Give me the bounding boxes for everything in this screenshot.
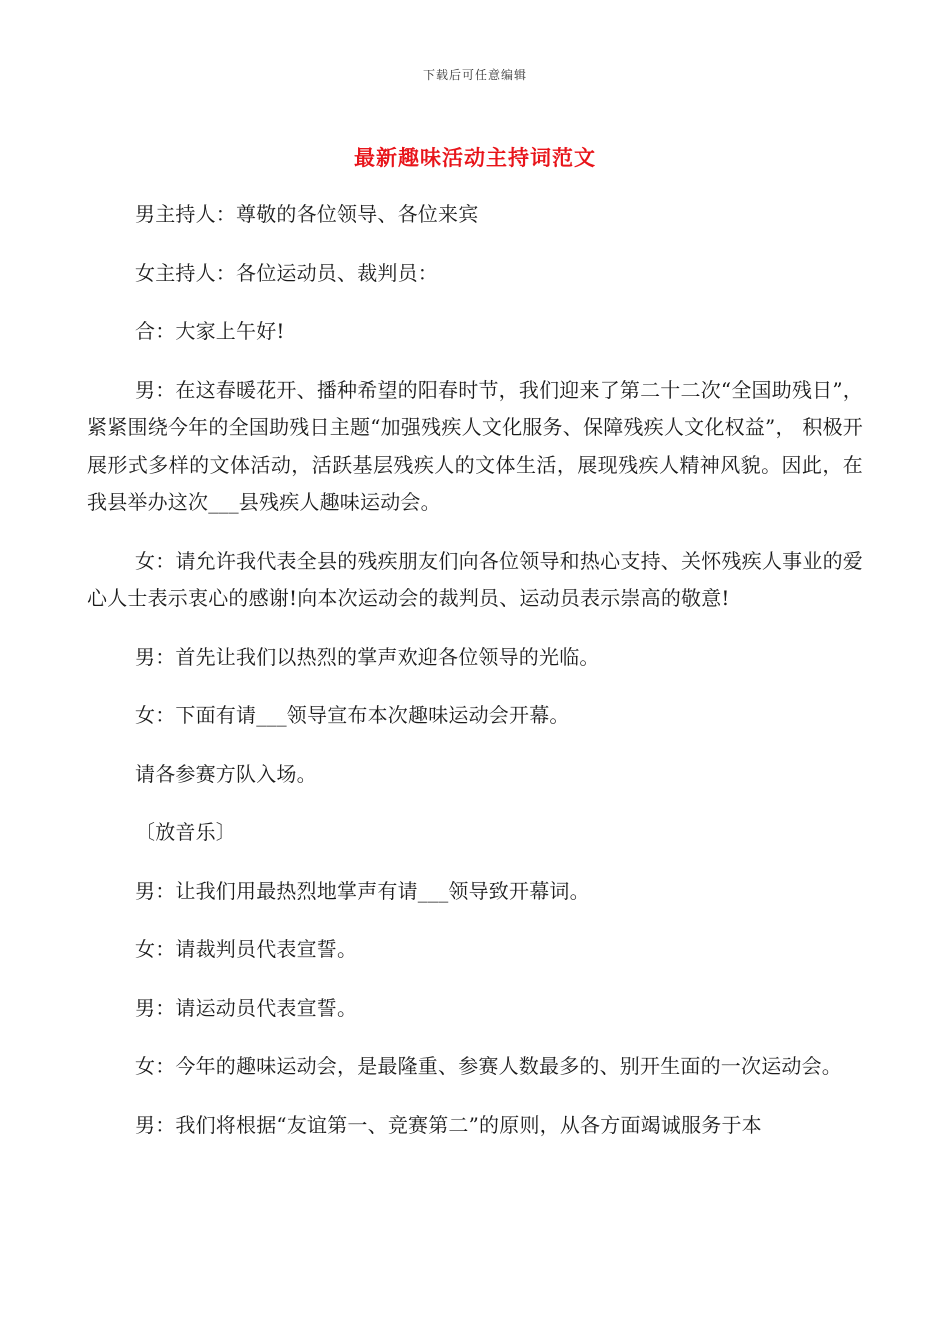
document-title: 最新趣味活动主持词范文 bbox=[354, 145, 596, 170]
paragraph: 男：让我们用最热烈地掌声有请___领导致开幕词。 bbox=[135, 878, 590, 903]
paragraph: 女：请允许我代表全县的残疾朋友们向各位领导和热心支持、关怀残疾人事业的爱心人士表示衷心的感谢!向本次运动会的裁判员、运动员表示崇高的敬意! bbox=[87, 548, 863, 610]
paragraph: 女：请裁判员代表宣誓。 bbox=[135, 937, 358, 961]
paragraph: 男：我们将根据“友谊第一、竞赛第二”的原则，从各方面竭诚服务于本 bbox=[135, 1112, 762, 1137]
paragraph: 男主持人：尊敬的各位领导、各位来宾 bbox=[135, 202, 479, 226]
paragraph: 女主持人：各位运动员、裁判员： bbox=[135, 260, 438, 285]
paragraph: 男：首先让我们以热烈的掌声欢迎各位领导的光临。 bbox=[135, 644, 600, 669]
header-note: 下载后可任意编辑 bbox=[422, 68, 527, 82]
paragraph: 〔放音乐〕 bbox=[135, 820, 236, 844]
paragraph: 女：下面有请___领导宣布本次趣味运动会开幕。 bbox=[135, 703, 570, 727]
paragraph: 男：在这春暖花开、播种希望的阳春时节，我们迎来了第二十二次“全国助残日”， 紧紧围绕今年的全国助残日主题“加强残疾人文化服务、保障残疾人文化权益”， 积极开展形式多样的文体活动，活跃基层残疾人的文体生活，展现残疾人精神风貌。因此，在我县举办这次___县残疾人趣味运动会。 bbox=[87, 377, 863, 514]
paragraph: 男：请运动员代表宣誓。 bbox=[135, 995, 358, 1020]
paragraph: 请各参赛方队入场。 bbox=[135, 761, 317, 786]
document-body bbox=[87, 196, 863, 1144]
paragraph: 女：今年的趣味运动会，是最隆重、参赛人数最多的、别开生面的一次运动会。 bbox=[135, 1054, 842, 1078]
paragraph: 合：大家上午好! bbox=[135, 319, 285, 343]
